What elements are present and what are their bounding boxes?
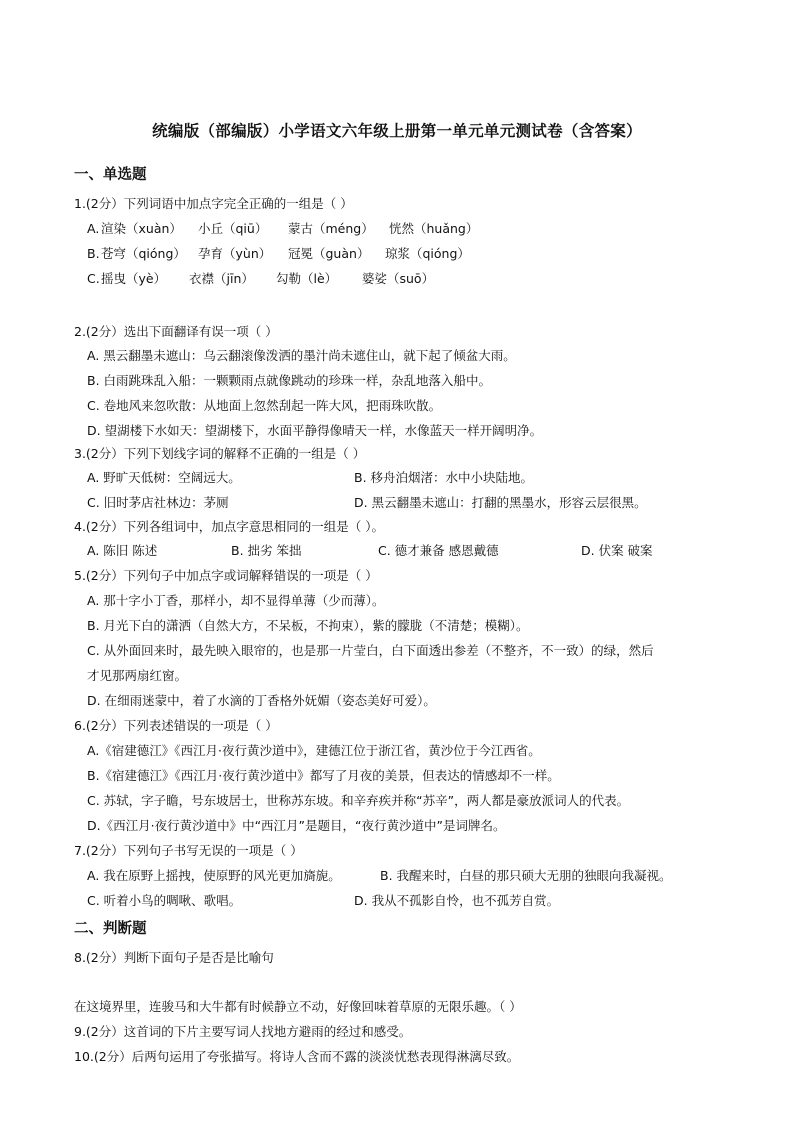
q1-option-b-label: B. (87, 246, 100, 261)
question-2-stem: 2.(2分）选出下面翻译有误一项（ ） (74, 324, 278, 339)
q2-option-c: C. 卷地风来忽吹散：从地面上忽然刮起一阵大风，把雨珠吹散。 (87, 398, 442, 413)
q5-option-c-line-1: C. 从外面回来时，最先映入眼帘的，也是那一片莹白，白下面透出参差（不整齐，不一致）的绿，然后 (87, 643, 654, 658)
q1-option-c-word-3: 勾勒（lè） (276, 271, 338, 286)
q5-option-b: B. 月光下白的潇洒（自然大方，不呆板，不拘束），紫的朦胧（不清楚；模糊）。 (87, 618, 529, 633)
q6-option-a: A.《宿建德江》《西江月·夜行黄沙道中》，建德江位于浙江省，黄沙位于今江西省。 (87, 743, 541, 758)
q1-option-c-word-2: 衣襟（jīn） (189, 271, 254, 286)
q1-option-a-word-2: 小丘（qiū） (198, 221, 268, 236)
q2-option-d: D. 望湖楼下水如天：望湖楼下，水面平静得像晴天一样，水像蓝天一样开阔明净。 (87, 423, 543, 438)
question-1-stem: 1.(2分）下列词语中加点字完全正确的一组是（ ） (74, 196, 353, 211)
q1-option-b-word-2: 孕育（yùn） (198, 246, 272, 261)
q3-option-b: B. 移舟泊烟渚：水中小块陆地。 (354, 470, 534, 485)
question-10-stem: 10.(2分）后两句运用了夸张描写。将诗人含而不露的淡淡忧愁表现得淋漓尽致。 (74, 1049, 520, 1064)
q1-option-a-word-1: 渲染（xuàn） (101, 221, 182, 236)
page-title: 统编版（部编版）小学语文六年级上册第一单元单元测试卷（含答案） (152, 122, 642, 140)
question-3-stem: 3.(2分）下列下划线字词的解释不正确的一组是（ ） (74, 446, 366, 461)
question-4-stem: 4.(2分）下列各组词中，加点字意思相同的一组是（ ）。 (74, 519, 384, 534)
q1-option-b-word-1: 苍穹（qióng） (101, 246, 186, 261)
q4-option-a: A. 陈旧 陈述 (87, 543, 158, 558)
q1-option-c-word-4: 婆娑（suō） (362, 271, 435, 286)
q7-option-a: A. 我在原野上摇拽，使原野的风光更加旖旎。 (87, 868, 341, 883)
question-8-stem: 8.(2分）判断下面句子是否是比喻句 (74, 950, 274, 965)
question-5-stem: 5.(2分）下列句子中加点字或词解释错误的一项是（ ） (74, 568, 378, 583)
q4-option-b: B. 拙劣 笨拙 (231, 543, 302, 558)
q5-option-c-line-2: 才见那两扇红窗。 (87, 668, 188, 683)
q5-option-d: D. 在细雨迷蒙中，着了水滴的丁香格外妩媚（姿态美好可爱）。 (87, 693, 436, 708)
q4-option-d: D. 伏案 破案 (581, 543, 653, 558)
q1-option-c-label: C. (87, 271, 100, 286)
q6-option-d: D.《西江月·夜行黄沙道中》中“西江月”是题目，“夜行黄沙道中”是词牌名。 (87, 818, 506, 833)
q3-option-c: C. 旧时茅店社林边：茅厕 (87, 495, 229, 510)
section-heading-true-false: 二、判断题 (74, 921, 147, 937)
q1-option-b-word-4: 琼浆（qióng） (385, 246, 470, 261)
q3-option-a: A. 野旷天低树：空阔远大。 (87, 470, 241, 485)
q1-option-a-word-4: 恍然（huǎng） (389, 221, 479, 236)
q7-option-c: C. 听着小鸟的啁啾、歌唱。 (87, 893, 242, 908)
q6-option-c: C. 苏轼，字子瞻，号东坡居士，世称苏东坡。和辛弃疾并称“苏辛”，两人都是豪放派词人的代表。 (87, 793, 630, 808)
q3-option-d: D. 黑云翻墨未遮山：打翻的黑墨水，形容云层很黑。 (354, 495, 647, 510)
q4-option-c: C. 德才兼备 感恩戴德 (378, 543, 499, 558)
question-7-stem: 7.(2分）下列句子书写无误的一项是（ ） (74, 843, 303, 858)
section-heading-single-choice: 一、单选题 (74, 167, 147, 183)
q1-option-a-word-3: 蒙古（méng） (288, 221, 374, 236)
q7-option-d: D. 我从不孤影自怜，也不孤芳自赏。 (354, 893, 560, 908)
q1-option-b-word-3: 冠冕（guàn） (288, 246, 370, 261)
q2-option-b: B. 白雨跳珠乱入船：一颗颗雨点就像跳动的珍珠一样，杂乱地落入船中。 (87, 373, 492, 388)
question-9-stem: 9.(2分）这首词的下片主要写词人找地方避雨的经过和感受。 (74, 1024, 412, 1039)
q1-option-a-label: A. (87, 221, 100, 236)
q6-option-b: B.《宿建德江》《西江月·夜行黄沙道中》都写了月夜的美景，但表达的情感却不一样。 (87, 768, 560, 783)
q5-option-a: A. 那十字小丁香，那样小，却不显得单薄（少而薄）。 (87, 593, 385, 608)
question-8-sentence: 在这境界里，连骏马和大牛都有时候静立不动，好像回味着草原的无限乐趣。（ ） (74, 999, 522, 1014)
q2-option-a: A. 黑云翻墨未遮山：乌云翻滚像泼洒的墨汁尚未遮住山，就下起了倾盆大雨。 (87, 348, 516, 363)
q7-option-b: B. 我醒来时，白昼的那只硕大无朋的独眼向我凝视。 (380, 868, 672, 883)
q1-option-c-word-1: 摇曳（yè） (101, 271, 167, 286)
question-6-stem: 6.(2分）下列表述错误的一项是（ ） (74, 718, 278, 733)
